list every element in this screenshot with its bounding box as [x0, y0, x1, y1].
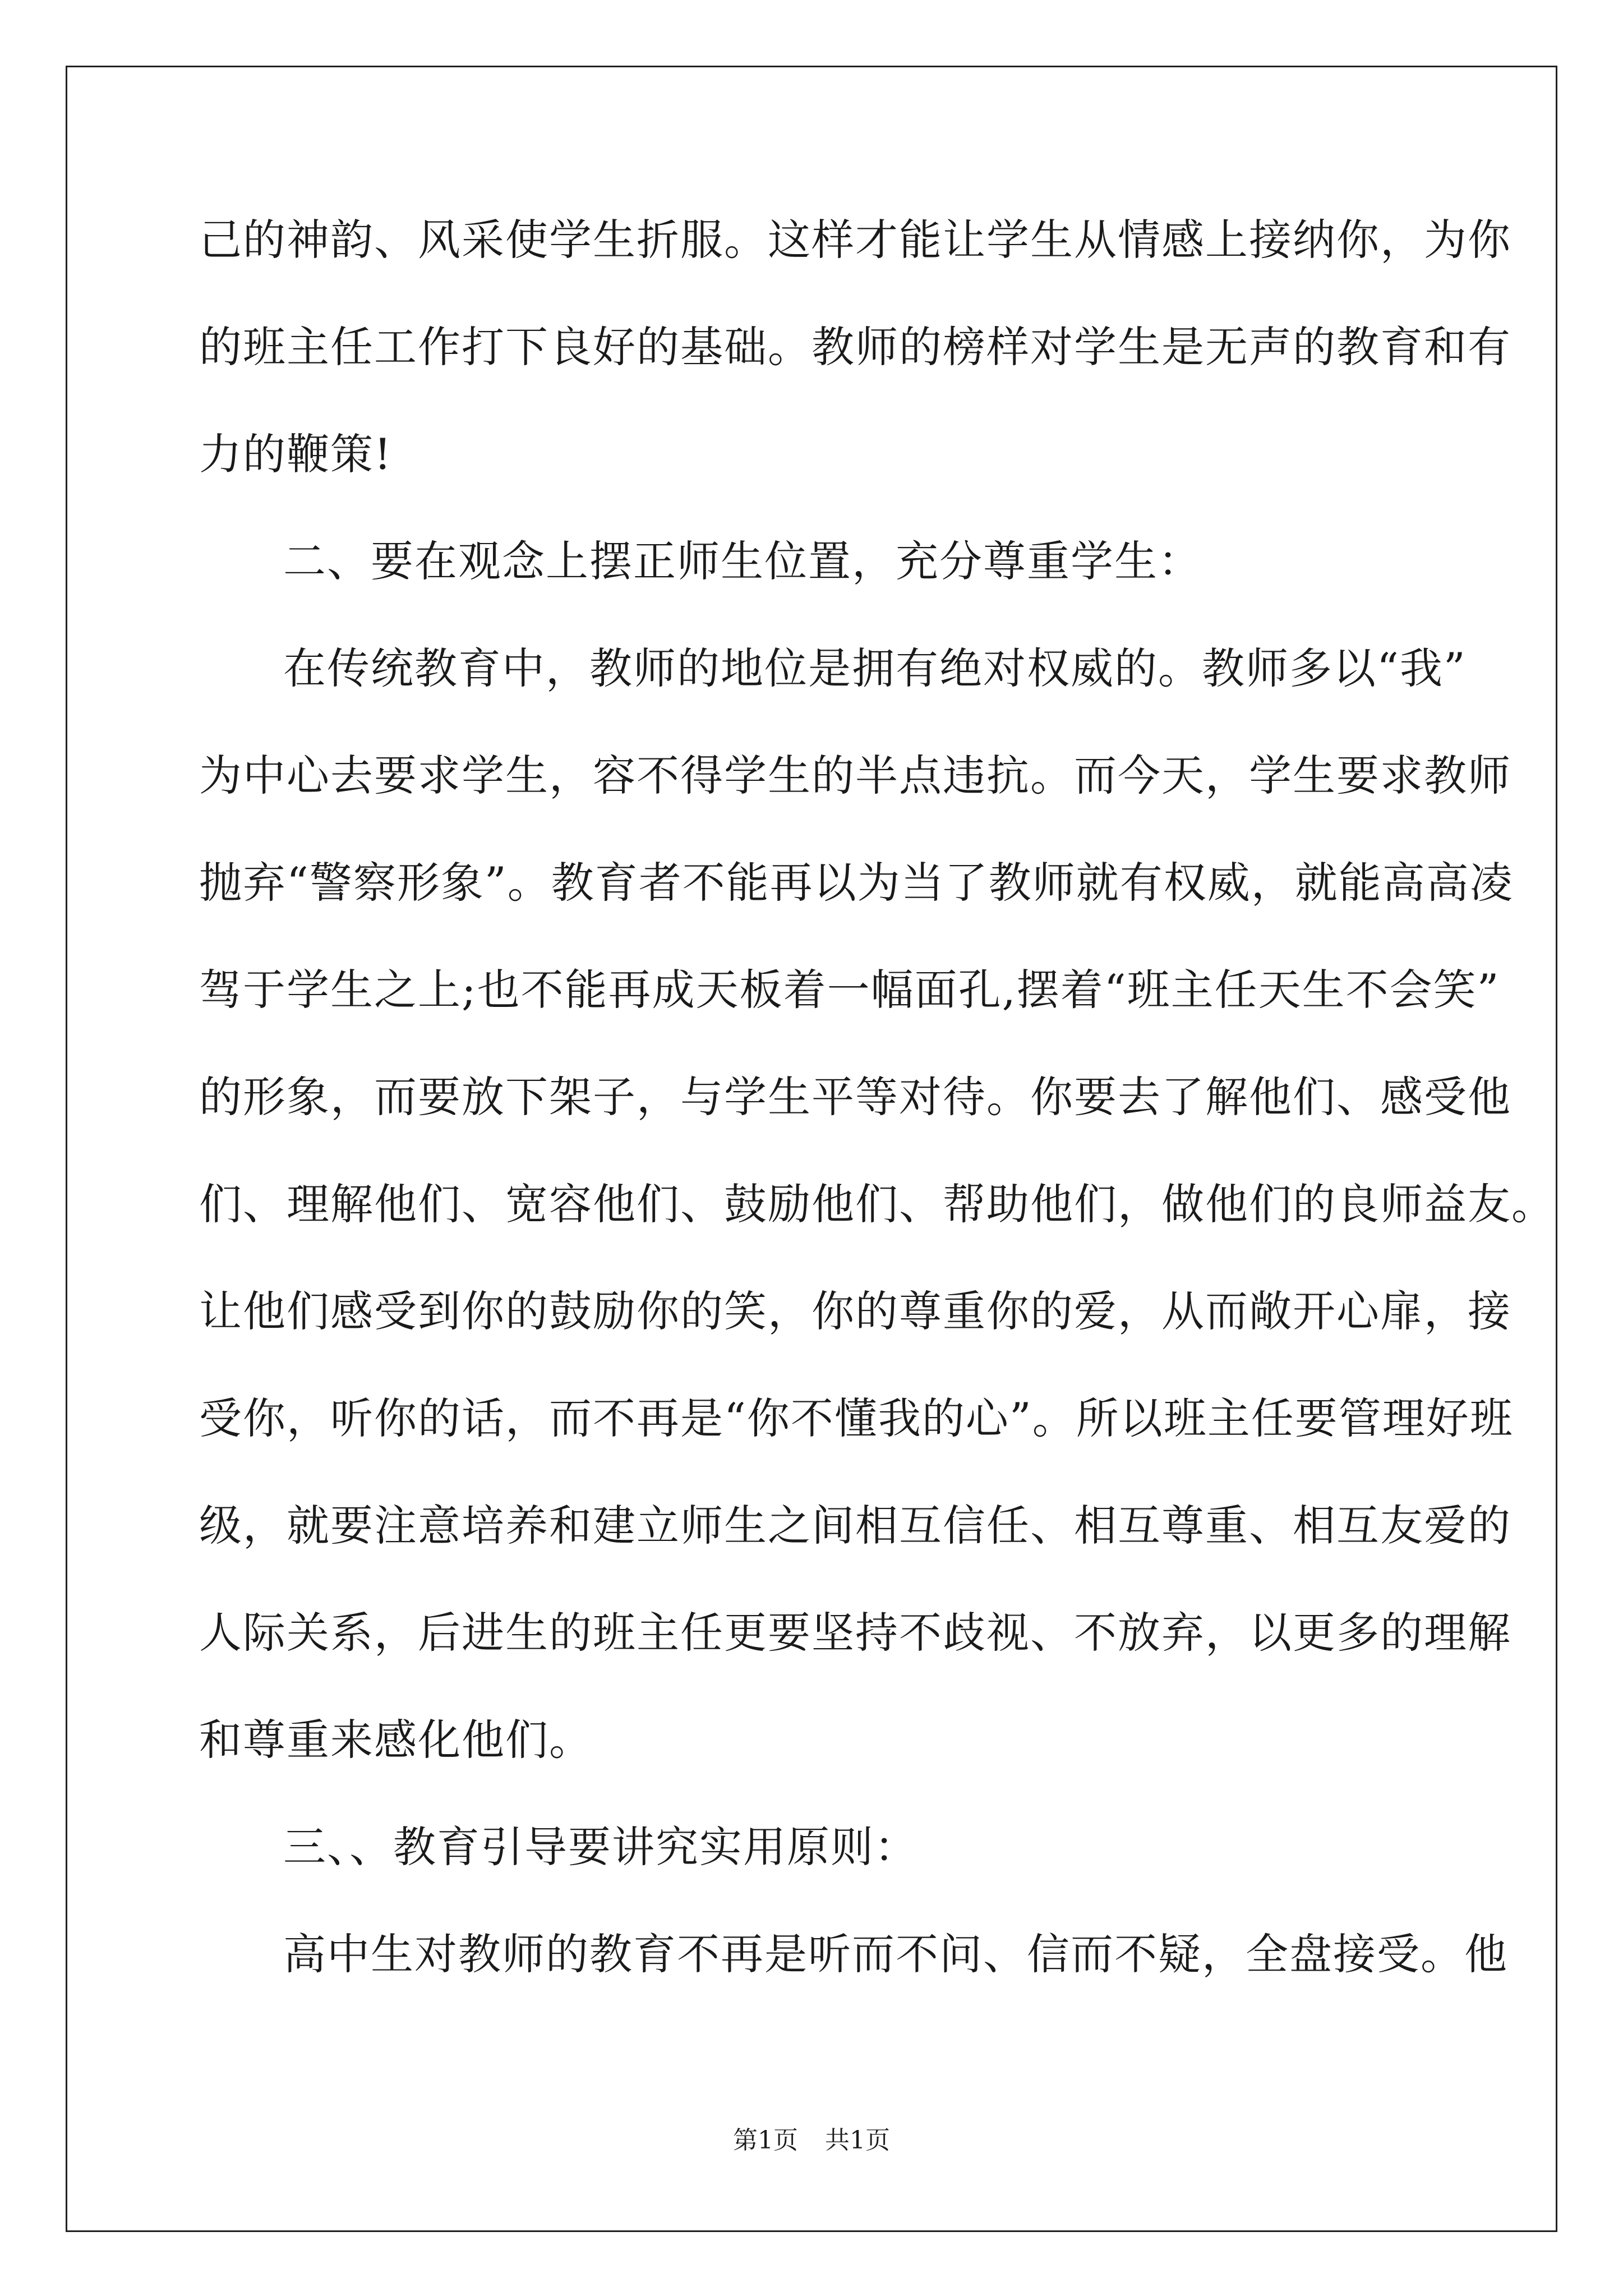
text-line: 让他们感受到你的鼓励你的笑，你的尊重你的爱，从而敞开心扉，接: [199, 1286, 1511, 1336]
section-heading-3: 三、、教育引导要讲究实用原则：: [283, 1822, 918, 1872]
text-line: 们、理解他们、宽容他们、鼓励他们、帮助他们，做他们的良师益友。: [199, 1179, 1555, 1229]
text-line: 在传统教育中，教师的地位是拥有绝对权威的。教师多以“我”: [283, 643, 1467, 693]
text-line: 人际关系，后进生的班主任更要坚持不歧视、不放弃，以更多的理解: [199, 1608, 1511, 1658]
text-line: 和尊重来感化他们。: [199, 1715, 593, 1765]
text-line: 的班主任工作打下良好的基础。教师的榜样对学生是无声的教育和有: [199, 322, 1511, 372]
text-line: 级，就要注意培养和建立师生之间相互信任、相互尊重、相互友爱的: [199, 1501, 1511, 1550]
document-body: [199, 213, 1555, 2035]
page-footer: [0, 2124, 1623, 2157]
text-line: 高中生对教师的教育不再是听而不问、信而不疑，全盘接受。他: [283, 1929, 1508, 1979]
text-line: 为中心去要求学生，容不得学生的半点违抗。而今天，学生要求教师: [199, 751, 1511, 800]
text-line: 驾于学生之上;也不能再成天板着一幅面孔,摆着“班主任天生不会笑”: [199, 965, 1500, 1015]
page-number: 第1页: [733, 2126, 798, 2155]
page-total: 共1页: [825, 2126, 890, 2155]
text-line: 抛弃“警察形象”。教育者不能再以为当了教师就有权威，就能高高凌: [199, 858, 1514, 908]
text-line: 受你，听你的话，而不再是“你不懂我的心”。所以班主任要管理好班: [199, 1393, 1514, 1443]
text-line: 己的神韵、风采使学生折服。这样才能让学生从情感上接纳你，为你: [199, 215, 1511, 265]
text-line: 力的鞭策!: [199, 429, 393, 479]
text-line: 的形象，而要放下架子，与学生平等对待。你要去了解他们、感受他: [199, 1072, 1511, 1122]
section-heading-2: 二、要在观念上摆正师生位置，充分尊重学生：: [283, 536, 1202, 586]
